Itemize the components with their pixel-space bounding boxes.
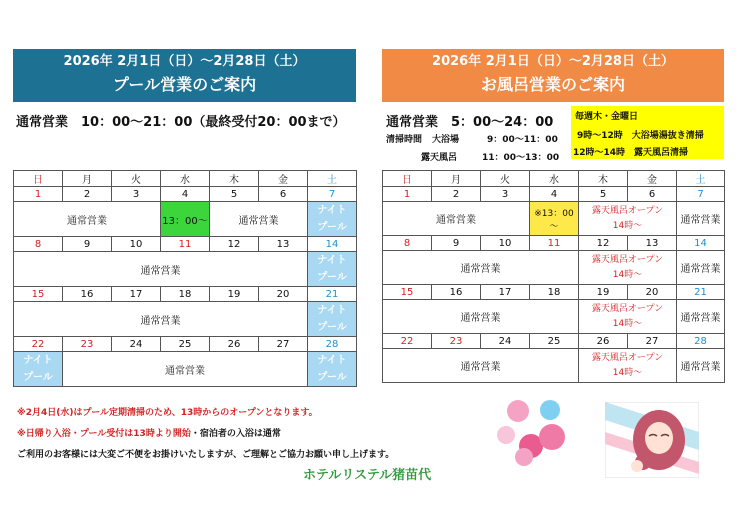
bath-calendar (382, 170, 725, 383)
flower-icon (507, 400, 529, 422)
date-cell: 18 (530, 285, 579, 300)
date-cell: 9 (432, 236, 481, 251)
bath-status-row (383, 202, 725, 236)
date-cell: 10 (481, 236, 530, 251)
date-cell: 27 (628, 334, 677, 349)
pool-date-row (14, 337, 357, 352)
weekday-cell: 日 (383, 171, 432, 187)
date-cell: 8 (14, 237, 63, 252)
weekday-cell: 金 (259, 171, 308, 187)
bath-clean-1-time: 9：00～11：00 (487, 135, 558, 145)
date-cell: 10 (112, 237, 161, 252)
bath-header (382, 49, 724, 102)
date-cell: 18 (161, 287, 210, 302)
bath-box-line2: 12時～14時 露天風呂清掃 (573, 148, 689, 158)
date-cell: 16 (63, 287, 112, 302)
pool-status-row (14, 252, 357, 287)
status-special-open: ※13：00～ (530, 202, 579, 236)
status-outdoor-open: 露天風呂オープン 14時～ (579, 251, 677, 285)
bath-hours: 通常営業 5：00～24：00 (386, 115, 554, 130)
date-cell: 25 (161, 337, 210, 352)
weekday-cell: 月 (432, 171, 481, 187)
date-cell: 1 (14, 187, 63, 202)
plum-blossom-illustration (495, 396, 585, 471)
status-outdoor-open: 露天風呂オープン 14時～ (579, 202, 677, 236)
date-cell: 23 (63, 337, 112, 352)
status-night-pool: ナイト プール (308, 302, 357, 337)
bath-status-row (383, 251, 725, 285)
date-cell: 24 (112, 337, 161, 352)
date-cell: 17 (112, 287, 161, 302)
date-cell: 15 (14, 287, 63, 302)
date-cell: 25 (530, 334, 579, 349)
woman-icon (605, 402, 699, 478)
date-cell: 28 (308, 337, 357, 352)
bath-status-row (383, 349, 725, 383)
date-cell: 14 (677, 236, 725, 251)
bath-weekday-row (383, 171, 725, 187)
date-cell: 11 (161, 237, 210, 252)
flower-icon (539, 424, 565, 450)
bath-status-row (383, 300, 725, 334)
date-cell: 2 (63, 187, 112, 202)
status-night-pool: ナイト プール (308, 252, 357, 287)
date-cell: 28 (677, 334, 725, 349)
date-cell: 20 (259, 287, 308, 302)
date-cell: 22 (383, 334, 432, 349)
bath-date-row (383, 285, 725, 300)
bath-box-title: 毎週木・金曜日 (575, 112, 639, 122)
date-cell: 5 (210, 187, 259, 202)
woman-bathing-illustration (605, 402, 699, 478)
date-cell: 20 (628, 285, 677, 300)
date-cell: 23 (432, 334, 481, 349)
pool-title: プール営業のご案内 (112, 75, 257, 94)
weekday-cell: 日 (14, 171, 63, 187)
status-normal: 通常営業 (383, 349, 579, 383)
date-cell: 12 (579, 236, 628, 251)
date-cell: 3 (481, 187, 530, 202)
weekday-cell: 火 (112, 171, 161, 187)
weekday-cell: 金 (628, 171, 677, 187)
note-reception-rest: ・宿泊者の入浴は通常 (190, 429, 281, 439)
date-cell: 3 (112, 187, 161, 202)
date-cell: 1 (383, 187, 432, 202)
date-cell: 7 (308, 187, 357, 202)
date-cell: 19 (210, 287, 259, 302)
status-normal: 通常営業 (383, 202, 530, 236)
date-cell: 12 (210, 237, 259, 252)
status-normal: 通常営業 (210, 202, 308, 237)
pool-status-row (14, 352, 357, 387)
note-reception-text (17, 429, 281, 439)
date-cell: 24 (481, 334, 530, 349)
date-cell: 5 (579, 187, 628, 202)
pool-period: 2026年 2月1日（日）～2月28日（土） (63, 54, 306, 69)
date-cell: 7 (677, 187, 725, 202)
bath-date-row (383, 236, 725, 251)
date-cell: 22 (14, 337, 63, 352)
hotel-name: ホテルリステル猪苗代 (303, 468, 432, 483)
bath-box-line1: 9時～12時 大浴場湯抜き清掃 (577, 131, 704, 141)
date-cell: 26 (210, 337, 259, 352)
date-cell: 16 (432, 285, 481, 300)
pool-header (13, 49, 356, 102)
bath-clean-1-place: 大浴場 (432, 135, 460, 145)
weekday-cell: 火 (481, 171, 530, 187)
date-cell: 13 (628, 236, 677, 251)
bath-date-row (383, 187, 725, 202)
flower-icon (497, 426, 515, 444)
status-normal: 通常営業 (14, 202, 161, 237)
bath-cleaning-box (571, 106, 724, 159)
date-cell: 19 (579, 285, 628, 300)
status-night-pool: ナイト プール (14, 352, 63, 387)
date-cell: 9 (63, 237, 112, 252)
status-normal: 通常営業 (383, 251, 579, 285)
date-cell: 13 (259, 237, 308, 252)
date-cell: 4 (530, 187, 579, 202)
status-outdoor-open: 露天風呂オープン 14時～ (579, 349, 677, 383)
status-normal: 通常営業 (677, 349, 725, 383)
date-cell: 26 (579, 334, 628, 349)
weekday-cell: 木 (210, 171, 259, 187)
status-normal: 通常営業 (14, 302, 308, 337)
date-cell: 15 (383, 285, 432, 300)
note-apology: ご利用のお客様には大変ご不便をお掛けいたしますが、ご理解とご協力お願い申し上げます。 (17, 450, 395, 460)
status-normal: 通常営業 (383, 300, 579, 334)
weekday-cell: 水 (530, 171, 579, 187)
weekday-cell: 月 (63, 171, 112, 187)
status-normal: 通常営業 (14, 252, 308, 287)
bath-title: お風呂営業のご案内 (480, 75, 625, 94)
pool-date-row (14, 237, 357, 252)
flower-icon (515, 448, 533, 466)
status-normal: 通常営業 (677, 202, 725, 236)
bath-clean-2-place: 露天風呂 (421, 153, 458, 163)
date-cell: 2 (432, 187, 481, 202)
pool-status-row (14, 302, 357, 337)
pool-hours: 通常営業 10：00～21：00（最終受付20：00まで） (16, 115, 346, 130)
date-cell: 14 (308, 237, 357, 252)
status-night-pool: ナイト プール (308, 202, 357, 237)
date-cell: 4 (161, 187, 210, 202)
weekday-cell: 木 (579, 171, 628, 187)
weekday-cell: 土 (677, 171, 725, 187)
status-outdoor-open: 露天風呂オープン 14時～ (579, 300, 677, 334)
pool-date-row (14, 287, 357, 302)
status-normal: 通常営業 (677, 300, 725, 334)
flower-icon (540, 400, 560, 420)
date-cell: 6 (259, 187, 308, 202)
note-cleaning: ※2月4日(水)はプール定期清掃のため、13時からのオープンとなります。 (17, 408, 318, 418)
date-cell: 8 (383, 236, 432, 251)
date-cell: 27 (259, 337, 308, 352)
date-cell: 6 (628, 187, 677, 202)
date-cell: 11 (530, 236, 579, 251)
date-cell: 21 (677, 285, 725, 300)
status-special-open: 13：00～ (161, 202, 210, 237)
status-normal: 通常営業 (677, 251, 725, 285)
bath-clean-label: 清掃時間 (386, 135, 423, 145)
note-reception-highlight: ※日帰り入浴・プール受付は13時より開始 (17, 429, 191, 439)
weekday-cell: 水 (161, 171, 210, 187)
pool-calendar (13, 170, 357, 387)
pool-date-row (14, 187, 357, 202)
status-normal: 通常営業 (63, 352, 308, 387)
date-cell: 17 (481, 285, 530, 300)
pool-status-row (14, 202, 357, 237)
date-cell: 21 (308, 287, 357, 302)
note-reception (17, 426, 281, 439)
pool-weekday-row (14, 171, 357, 187)
weekday-cell: 土 (308, 171, 357, 187)
bath-date-row (383, 334, 725, 349)
status-night-pool: ナイト プール (308, 352, 357, 387)
bath-clean-2-time: 11：00～13：00 (482, 153, 560, 163)
bath-period: 2026年 2月1日（日）～2月28日（土） (432, 54, 674, 69)
